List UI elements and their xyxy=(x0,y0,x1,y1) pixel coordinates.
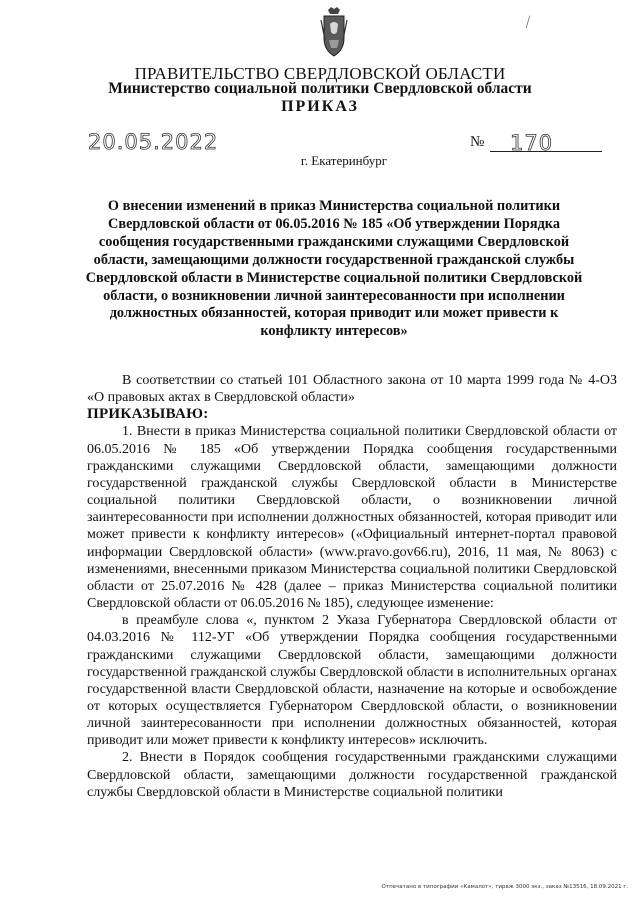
government-name: ПРАВИТЕЛЬСТВО СВЕРДЛОВСКОЙ ОБЛАСТИ xyxy=(134,64,506,83)
item-2: 2. Внести в Порядок сообщения государственными гражданскими служащими Свердловской области, замещающими должности государственной гражданской службы Свердловской области в Министерстве социальной политики xyxy=(87,750,617,800)
document-date: 20.05.2022 xyxy=(88,130,219,154)
number-label: № xyxy=(470,134,485,150)
document-body xyxy=(87,372,617,801)
handwritten-mark: ⁄ xyxy=(524,14,533,31)
city: г. Екатеринбург xyxy=(300,153,388,168)
document-number: 170 xyxy=(510,131,554,155)
intro-paragraph: В соответствии со статьей 101 Областного закона от 10 марта 1999 года № 4-ОЗ «О правовых актах в Свердловской области» xyxy=(87,373,617,406)
print-footer: Отпечатано в типографии «Камалот», тираж 3000 экз., заказ №13516, 18.09.2021 г. xyxy=(381,884,628,890)
item-1-change: в преамбуле слова «, пунктом 2 Указа Губернатора Свердловской области от 04.03.2016 № 112-УГ «Об утверждении Порядка сообщения государственными гражданскими служащими Свердловской области, замещающими должности государственной гражданской службы Свердловской области в исполнительных органах государственной власти Свердловской области, назначение на которые и освобождение от которых осуществляется Губернатором Свердловской области, о возникновении личной заинтересованности при исполнении должностных обязанностей, которая приводит или может привести к конфликту интересов» исключить. xyxy=(87,613,617,749)
document-type: ПРИКАЗ xyxy=(281,98,359,115)
order-word: ПРИКАЗЫВАЮ: xyxy=(87,406,209,423)
coat-of-arms-icon xyxy=(319,6,349,58)
ministry-name: Министерство социальной политики Свердловской области xyxy=(108,80,532,97)
item-1: 1. Внести в приказ Министерства социальной политики Свердловской области от 06.05.2016 № 185 «Об утверждении Порядка сообщения государственными гражданскими служащими Свердловской области, замещающими должности государственной гражданской службы Свердловской области в Министерстве социальной политики Свердловской области, о возникновении личной заинтересованности при исполнении должностных обязанностей, которая приводит или может привести к конфликту интересов» («Официальный интернет-портал правовой информации Свердловской области» (www.pravo.gov66.ru), 2016, 11 мая, № 8063) с изменениями, внесенными приказом Министерства социальной политики Свердловской области от 25.07.2016 № 428 (далее – приказ Министерства социальной политики Свердловской области от 06.05.2016 № 185), следующее изменение: xyxy=(87,424,617,612)
document-title: О внесении изменений в приказ Министерства социальной политики Свердловской области от 06.05.2016 № 185 «Об утверждении Порядка сообщения государственными гражданскими служащими Свердловской области, замещающими должности государственной гражданской службы Свердловской области в Министерстве социальной политики Свердловской области, о возникновении личной заинтересованности при исполнении должностных обязанностей, которая приводит или может привести к конфликту интересов» xyxy=(85,198,583,340)
